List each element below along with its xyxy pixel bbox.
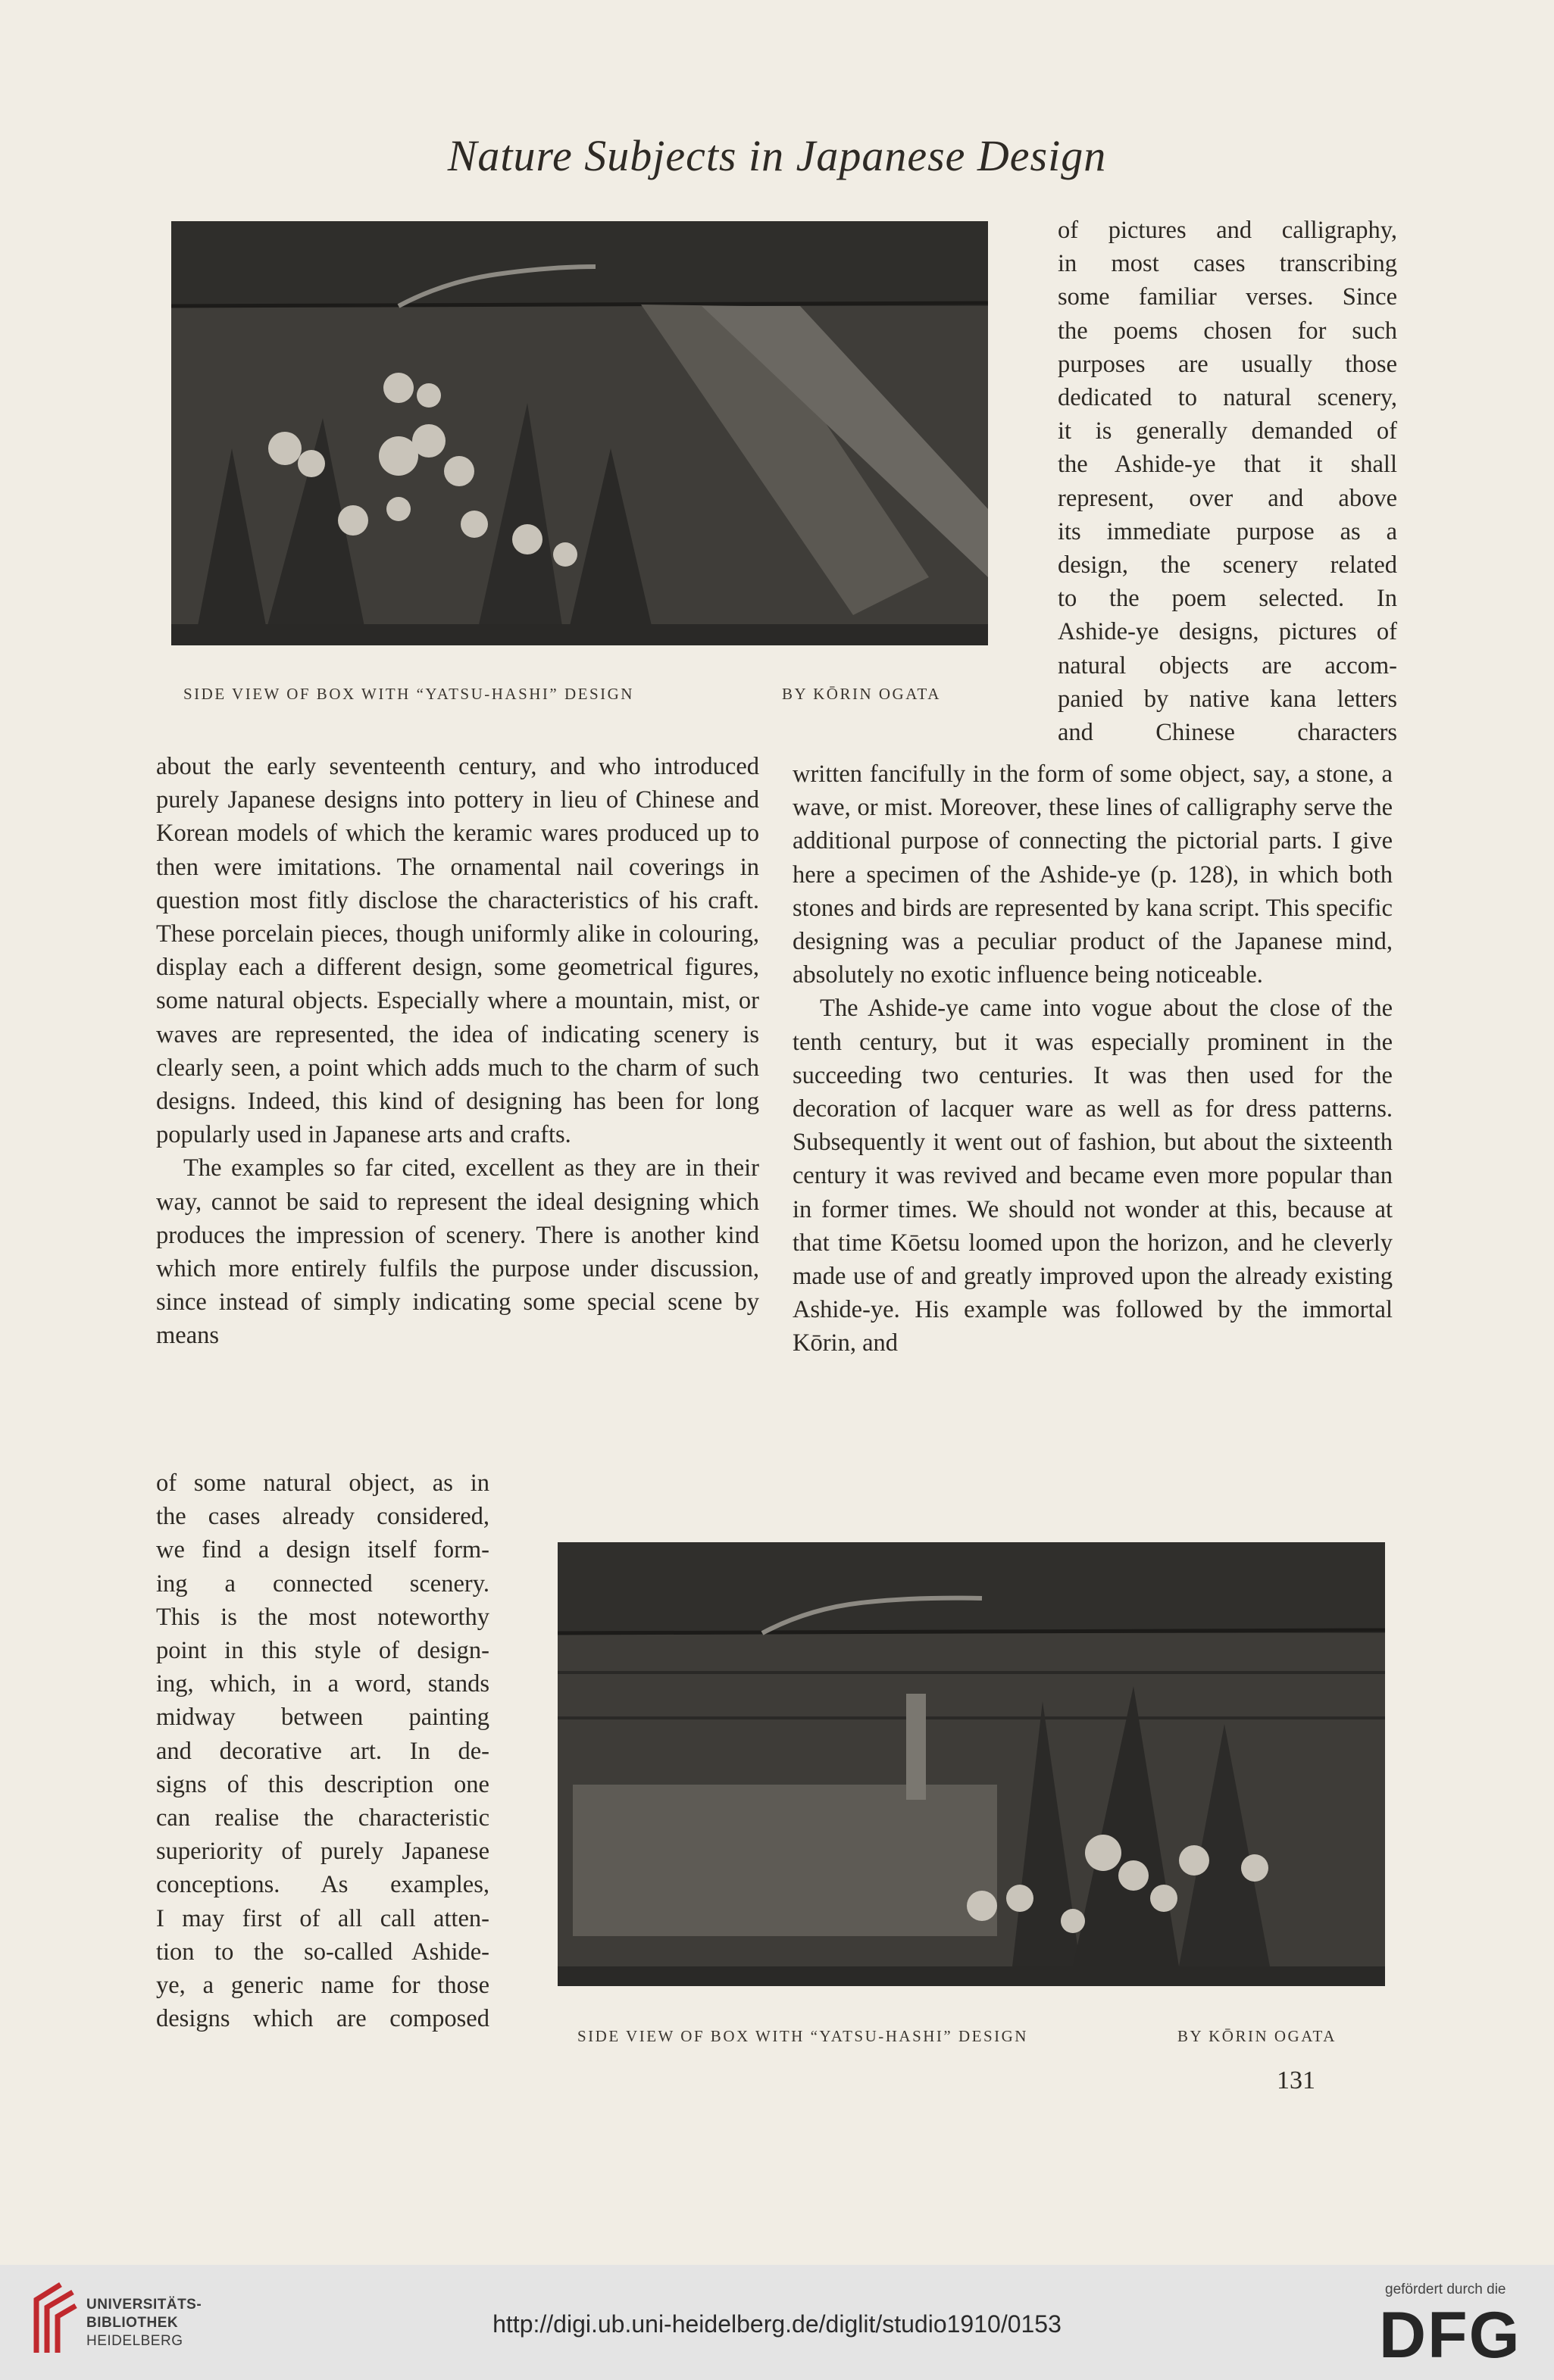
source-url[interactable]: http://digi.ub.uni-heidelberg.de/diglit/studio1910/0153 [492,2310,1062,2338]
figure-bottom-image [558,1542,1385,1986]
right-top-text [1058,214,1397,749]
line: and Chinese characters [1058,719,1397,747]
line: the poems chosen for such [1058,317,1397,345]
line: I may first of all call atten- [156,1904,489,1932]
line: of pictures and calligraphy, [1058,217,1397,244]
line: its immediate purpose as a [1058,517,1397,545]
line: natural objects are accom- [1058,651,1397,679]
library-name-line1: UNIVERSITÄTS- [86,2297,202,2313]
line: conceptions. As examples, [156,1871,489,1899]
right-column-text [793,757,1393,1360]
dfg-logo: DFG [1379,2299,1521,2372]
lacquer-box-illustration [171,221,988,645]
line: the Ashide-ye that it shall [1058,451,1397,479]
line: it is generally demanded of [1058,417,1397,445]
line: design, the scenery related [1058,551,1397,579]
figure-top-caption-left: SIDE VIEW OF BOX WITH “YATSU-HASHI” DESIGN [183,685,634,703]
line: represent, over and above [1058,484,1397,512]
line: midway between painting [156,1704,489,1732]
line: ing a connected scenery. [156,1569,489,1598]
line: designs which are composed [156,2005,489,2033]
figure-top-caption-right: BY KŌRIN OGATA [782,685,941,703]
library-name-line2: BIBLIOTHEK [86,2315,179,2331]
line: Ashide-ye designs, pictures of [1058,618,1397,646]
left-column-text [156,750,759,1353]
paragraph: The Ashide-ye came into vogue about the close of the tenth century, but it was especially prominent in the succeeding two centuries. It was then used for the decoration of lacquer ware as well as for dress patterns. Subsequently it went out of fashion, but about the sixteenth century it was revived and became even more popular than in former times. We should not wonder at this, because at that time Kōetsu loomed upon the horizon, and he cleverly made use of and greatly improved upon the already existing Ashide-ye. His example was followed by the immortal Kōrin, and [793,995,1393,1357]
line: purposes are usually those [1058,350,1397,378]
figure-bottom-caption-right: BY KŌRIN OGATA [1177,2027,1337,2045]
line: to the poem selected. In [1058,585,1397,613]
line: panied by native kana letters [1058,685,1397,713]
line: point in this style of design- [156,1637,489,1665]
figure-top-image [171,221,988,645]
paragraph: about the early seventeenth century, and who introduced purely Japanese designs into pottery in lieu of Chinese and Korean models of which the keramic wares produced up to then were imitations. The ornamental nail coverings in question most fitly disclose the characteristics of his craft. These porcelain pieces, though uniformly alike in colouring, display each a different design, some geometrical figures, some natural objects. Especially where a mountain, mist, or waves are represented, the idea of indicating scenery is clearly seen, a point which adds much to the charm of such designs. Indeed, this kind of designing has been for long popularly used in Japanese arts and crafts. [156,753,759,1149]
line: ing, which, in a word, stands [156,1670,489,1698]
line: the cases already considered, [156,1503,489,1531]
line: we find a design itself form- [156,1536,489,1564]
funding-note: gefördert durch die [1385,2282,1506,2297]
line: can realise the characteristic [156,1804,489,1832]
line: in most cases transcribing [1058,250,1397,278]
line: some familiar verses. Since [1058,283,1397,311]
left-narrow-text [156,1466,489,2035]
line: This is the most noteworthy [156,1603,489,1631]
library-name-line3: HEIDELBERG [86,2333,183,2349]
page-number: 131 [1277,2066,1315,2094]
paragraph: The examples so far cited, excellent as they are in their way, cannot be said to represent the ideal designing which produces the impression of scenery. There is another kind which more entirely fulfils the purpose under discussion, since instead of simply indicating some special scene by means [156,1154,759,1350]
running-head: Nature Subjects in Japanese Design [447,131,1107,180]
line: superiority of purely Japanese [156,1838,489,1866]
line: dedicated to natural scenery, [1058,384,1397,412]
line: of some natural object, as in [156,1470,489,1497]
paragraph: written fancifully in the form of some object, say, a stone, a wave, or mist. Moreover, these lines of calligraphy serve the additional purpose of connecting the pictorial parts. I give here a specimen of the Ashide-ye (p. 128), in which both stones and birds are represented by kana script. This specific designing was a peculiar product of the Japanese mind, absolutely no exotic influence being noticeable. [793,761,1393,989]
line: ye, a generic name for those [156,1972,489,2000]
figure-bottom-caption-left: SIDE VIEW OF BOX WITH “YATSU-HASHI” DESIGN [577,2027,1028,2045]
line: and decorative art. In de- [156,1737,489,1765]
line: signs of this description one [156,1770,489,1798]
line: tion to the so-called Ashide- [156,1938,489,1966]
lacquer-box-illustration [558,1542,1385,1986]
